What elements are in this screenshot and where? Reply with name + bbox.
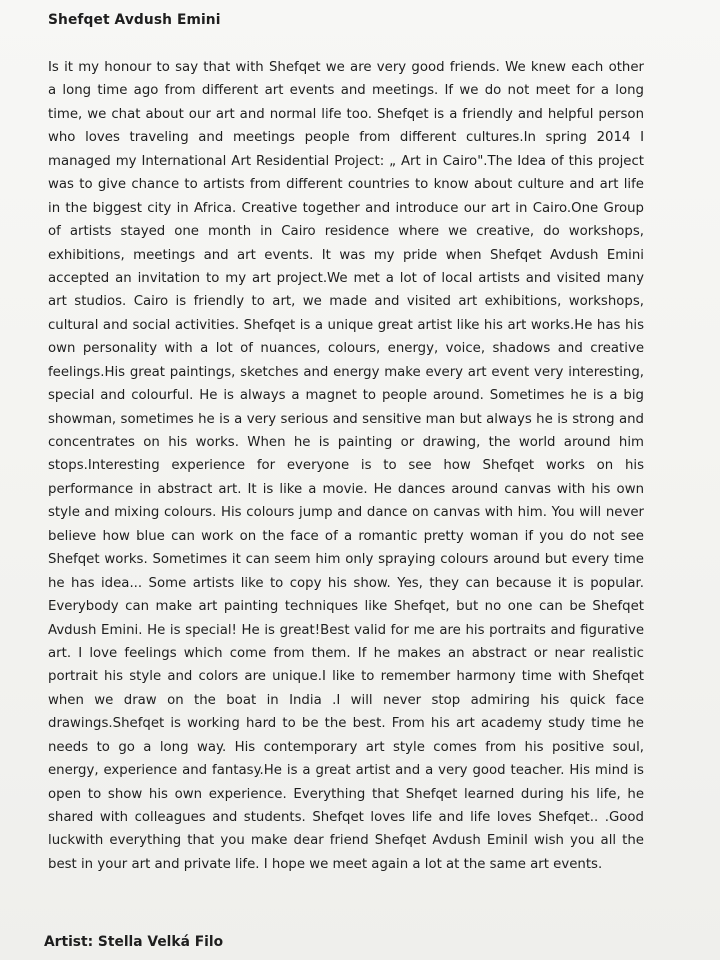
body-text-line: Shefqet works. Sometimes it can seem him only spraying colours around but every time [48, 552, 644, 568]
body-text-line: luckwith everything that you make dear friend Shefqet Avdush EminiI wish you all the [48, 833, 644, 849]
artist-signature-line: Artist: Stella Velká Filo [44, 934, 224, 950]
body-text-line: art. I love feelings which come from them. If he makes an abstract or near realistic [48, 645, 644, 661]
body-text-line: performance in abstract art. It is like a movie. He dances around canvas with his own [48, 481, 644, 497]
body-text-line: he has idea... Some artists like to copy his show. Yes, they can because it is popular. [48, 575, 644, 591]
body-text-line: managed my International Art Residential Project: „ Art in Cairo".The Idea of this project [48, 153, 644, 169]
body-paragraph [48, 56, 644, 876]
body-text-line: accepted an invitation to my art project.We met a lot of local artists and visited many [48, 270, 644, 286]
body-text-line: special and colourful. He is always a magnet to people around. Sometimes he is a big [48, 388, 644, 404]
body-text-line: shared with colleagues and students. Shefqet loves life and life loves Shefqet.. .Good [48, 810, 644, 825]
body-text-line: drawings.Shefqet is working hard to be the best. From his art academy study time he [48, 716, 644, 732]
body-text-line: showman, sometimes he is a very serious and sensitive man but always he is strong and [48, 411, 644, 427]
body-text-line: portrait his style and colors are unique.I like to remember harmony time with Shefqet [48, 669, 644, 685]
body-text-line: of artists stayed one month in Cairo residence where we creative, do workshops, [48, 224, 644, 240]
body-text-line: in the biggest city in Africa. Creative together and introduce our art in Cairo.One Group [48, 200, 644, 216]
body-text-line: needs to go a long way. His contemporary art style comes from his positive soul, [48, 739, 644, 755]
body-text-line: who loves traveling and meetings people from different cultures.In spring 2014 I [48, 130, 644, 146]
body-text-line: was to give chance to artists from different countries to know about culture and art life [48, 177, 644, 193]
body-text-line: a long time ago from different art events and meetings. If we do not meet for a long [48, 83, 644, 99]
body-text-line: believe how blue can work on the face of a romantic pretty woman if you do not see [48, 528, 644, 544]
body-text-line: Everybody can make art painting techniques like Shefqet, but no one can be Shefqet [48, 599, 644, 615]
body-text-line: own personality with a lot of nuances, colours, energy, voice, shadows and creative [48, 341, 644, 357]
body-text-line: open to show his own experience. Everything that Shefqet learned during his life, he [48, 786, 644, 802]
body-text-line: concentrates on his works. When he is painting or drawing, the world around him [48, 435, 644, 450]
document-title: Shefqet Avdush Emini [48, 12, 221, 28]
body-text-line: when we draw on the boat in India .I will never stop admiring his quick face [48, 692, 644, 708]
body-text-line: exhibitions, meetings and art events. It was my pride when Shefqet Avdush Emini [48, 247, 644, 263]
body-text-line: cultural and social activities. Shefqet is a unique great artist like his art works.He has his [48, 317, 644, 333]
body-text-line: energy, experience and fantasy.He is a great artist and a very good teacher. His mind is [48, 763, 644, 779]
body-text-line: feelings.His great paintings, sketches and energy make every art event very interesting, [48, 364, 644, 380]
body-text-line: Is it my honour to say that with Shefqet we are very good friends. We knew each other [48, 60, 644, 75]
body-text-line: best in your art and private life. I hope we meet again a lot at the same art events. [48, 856, 603, 872]
body-text-line: style and mixing colours. His colours jump and dance on canvas with him. You will never [48, 505, 644, 521]
body-text-line: time, we chat about our art and normal life too. Shefqet is a friendly and helpful person [48, 106, 644, 122]
body-text-line: art studios. Cairo is friendly to art, we made and visited art exhibitions, workshops, [48, 294, 644, 310]
body-text-line: Avdush Emini. He is special! He is great!Best valid for me are his portraits and figurative [48, 622, 644, 638]
body-text-line: stops.Interesting experience for everyone is to see how Shefqet works on his [48, 458, 644, 474]
